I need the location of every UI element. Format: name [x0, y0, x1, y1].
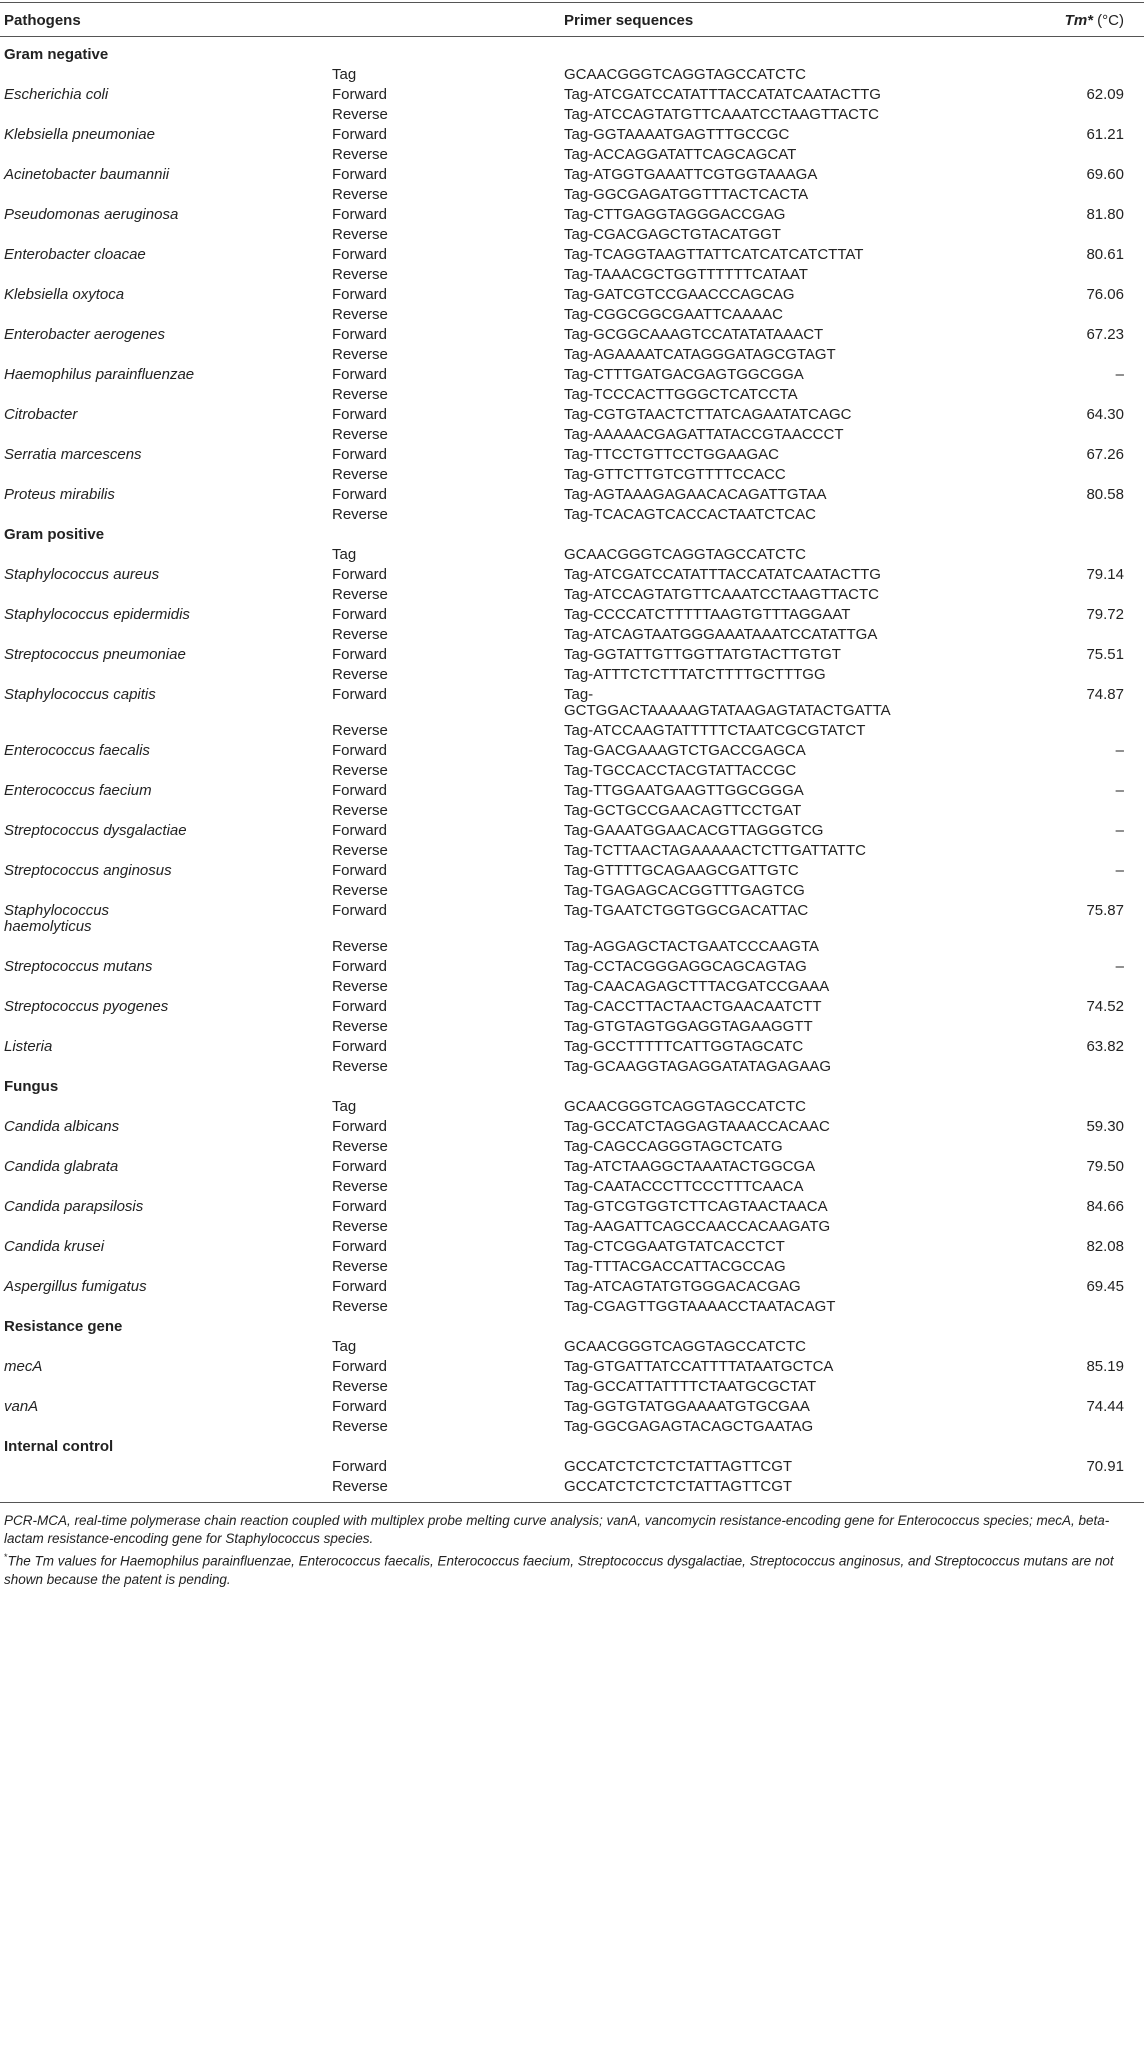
tm-value: 70.91	[1086, 1458, 1124, 1475]
primer-sequence: Tag-ATCGATCCATATTTACCATATCAATACTTG	[564, 86, 881, 103]
primer-sequence: Tag-GCCATTATTTTCTAATGCGCTAT	[564, 1378, 817, 1395]
bottom-rule	[0, 1502, 1144, 1503]
pathogen-name: Listeria	[4, 1038, 53, 1055]
primer-direction: Forward	[332, 1158, 388, 1175]
primer-direction: Reverse	[332, 938, 388, 955]
table-row	[0, 680, 1144, 719]
primer-sequence: Tag-GCGGCAAAGTCCATATATAAACT	[564, 326, 824, 343]
primer-sequence: GCCATCTCTCTCTATTAGTTCGT	[564, 1478, 793, 1495]
tm-value: 85.19	[1086, 1358, 1124, 1375]
primer-direction: Reverse	[332, 146, 388, 163]
primer-sequence: Tag-GTGTAGTGGAGGTAGAAGGTT	[564, 1018, 813, 1035]
primer-direction: Reverse	[332, 586, 388, 603]
primer-sequence: Tag-TGAGAGCACGGTTTGAGTCG	[564, 882, 805, 899]
primer-sequence: Tag-CGAGTTGGTAAAACCTAATACAGT	[564, 1298, 836, 1315]
primer-sequence: Tag-ATCAGTAATGGGAAATAAATCCATATTGA	[564, 626, 878, 643]
primer-direction: Reverse	[332, 1058, 388, 1075]
primer-direction: Reverse	[332, 1378, 388, 1395]
primer-sequence: Tag-TTCCTGTTCCTGGAAGAC	[564, 446, 780, 463]
primer-direction: Reverse	[332, 1298, 388, 1315]
primer-direction: Forward	[332, 406, 388, 423]
pathogen-name: Staphylococcus aureus	[4, 566, 160, 583]
primer-sequence: Tag-GCTGCCGAACAGTTCCTGAT	[564, 802, 802, 819]
tm-value: 59.30	[1086, 1118, 1124, 1135]
tm-value: 81.80	[1086, 206, 1124, 223]
primer-sequence: Tag-CCCCATCTTTTTAAGTGTTTAGGAAT	[564, 606, 851, 623]
primer-direction: Forward	[332, 286, 388, 303]
pathogen-name: Streptococcus dysgalactiae	[4, 822, 187, 839]
table-row	[0, 1472, 1144, 1498]
primer-sequence: GCAACGGGTCAGGTAGCCATCTC	[564, 1338, 806, 1355]
section-title: Resistance gene	[4, 1318, 123, 1335]
tm-value: 67.26	[1086, 446, 1124, 463]
primer-sequence: Tag-CGTGTAACTCTTATCAGAATATCAGC	[564, 406, 852, 423]
pathogen-name-cont: haemolyticus	[4, 918, 92, 935]
primer-sequence: Tag-GATCGTCCGAACCCAGCAG	[564, 286, 795, 303]
table-footnotes	[4, 1512, 1140, 1589]
primer-direction: Tag	[332, 546, 357, 563]
primer-direction: Forward	[332, 862, 388, 879]
pathogen-name: Candida glabrata	[4, 1158, 119, 1175]
header-tm: Tm* (°C)	[1064, 12, 1124, 29]
primer-direction: Forward	[332, 1458, 388, 1475]
primer-sequence: Tag-ATCCAGTATGTTCAAATCCTAAGTTACTC	[564, 586, 879, 603]
primer-direction: Forward	[332, 1278, 388, 1295]
pathogen-name: vanA	[4, 1398, 39, 1415]
tm-value: 63.82	[1086, 1038, 1124, 1055]
primer-sequence: Tag-GGTGTATGGAAAATGTGCGAA	[564, 1398, 810, 1415]
primer-sequence: Tag-ATGGTGAAATTCGTGGTAAAGA	[564, 166, 818, 183]
header-rule	[0, 36, 1144, 37]
primer-direction: Reverse	[332, 1018, 388, 1035]
pathogen-name: Enterobacter aerogenes	[4, 326, 165, 343]
primer-direction: Forward	[332, 606, 388, 623]
primer-direction: Tag	[332, 1098, 357, 1115]
primer-direction: Reverse	[332, 1218, 388, 1235]
primer-direction: Forward	[332, 366, 388, 383]
pathogen-name: Candida parapsilosis	[4, 1198, 144, 1215]
section-title: Gram positive	[4, 526, 105, 543]
primer-sequence: Tag-ACCAGGATATTCAGCAGCAT	[564, 146, 797, 163]
tm-value: 75.87	[1086, 902, 1124, 919]
pathogen-name: Staphylococcus	[4, 902, 110, 919]
footnote-star: *	[4, 1552, 8, 1562]
primer-direction: Reverse	[332, 506, 388, 523]
pathogen-name: Staphylococcus capitis	[4, 686, 156, 703]
tm-value: 75.51	[1086, 646, 1124, 663]
primer-sequence: Tag-TCACAGTCACCACTAATCTCAC	[564, 506, 816, 523]
primer-sequence: Tag-TCTTAACTAGAAAAACTCTTGATTATTC	[564, 842, 866, 859]
primer-sequence: Tag-ATCCAAGTATTTTTCTAATCGCGTATCT	[564, 722, 866, 739]
primer-direction: Reverse	[332, 842, 388, 859]
primer-direction: Forward	[332, 1238, 388, 1255]
tm-value: 69.60	[1086, 166, 1124, 183]
primer-direction: Reverse	[332, 1418, 388, 1435]
primer-direction: Forward	[332, 686, 388, 703]
tm-value: 84.66	[1086, 1198, 1124, 1215]
pathogen-name: Staphylococcus epidermidis	[4, 606, 190, 623]
primer-sequence: Tag-GAAATGGAACACGTTAGGGTCG	[564, 822, 824, 839]
primer-sequence: Tag-CAGCCAGGGTAGCTCATG	[564, 1138, 783, 1155]
primer-direction: Forward	[332, 1398, 388, 1415]
primer-direction: Forward	[332, 998, 388, 1015]
primer-direction: Forward	[332, 1358, 388, 1375]
primer-sequence: Tag-GGCGAGATGGTTTACTCACTA	[564, 186, 809, 203]
primer-sequence: Tag-AAGATTCAGCCAACCACAAGATG	[564, 1218, 831, 1235]
primer-sequence: Tag-TGCCACCTACGTATTACCGC	[564, 762, 797, 779]
primer-sequence: Tag-TTTACGACCATTACGCCAG	[564, 1258, 786, 1275]
pathogen-name: Klebsiella oxytoca	[4, 286, 125, 303]
table-header	[0, 6, 1144, 32]
primer-sequence: Tag-TGAATCTGGTGGCGACATTAC	[564, 902, 809, 919]
primer-sequence: GCCATCTCTCTCTATTAGTTCGT	[564, 1458, 793, 1475]
primer-sequence: Tag-CAATACCCTTCCCTTTCAACA	[564, 1178, 804, 1195]
pathogen-name: Proteus mirabilis	[4, 486, 115, 503]
header-primer-sequences: Primer sequences	[564, 12, 694, 29]
primer-direction: Reverse	[332, 722, 388, 739]
primer-direction: Forward	[332, 446, 388, 463]
pathogen-name: Candida krusei	[4, 1238, 105, 1255]
primer-sequence: Tag-AGGAGCTACTGAATCCCAAGTA	[564, 938, 820, 955]
primer-direction: Forward	[332, 646, 388, 663]
primer-direction: Reverse	[332, 466, 388, 483]
primer-direction: Reverse	[332, 1138, 388, 1155]
primer-direction: Reverse	[332, 386, 388, 403]
primer-direction: Reverse	[332, 226, 388, 243]
top-rule	[0, 2, 1144, 3]
primer-direction: Forward	[332, 1038, 388, 1055]
primer-direction: Reverse	[332, 626, 388, 643]
primer-sequence: Tag-	[564, 686, 594, 703]
primer-sequence: Tag-GACGAAAGTCTGACCGAGCA	[564, 742, 806, 759]
primer-sequence: Tag-CGGCGGCGAATTCAAAAC	[564, 306, 783, 323]
primer-sequence: Tag-GTTCTTGTCGTTTTCCACC	[564, 466, 786, 483]
primer-direction: Reverse	[332, 978, 388, 995]
primer-direction: Forward	[332, 958, 388, 975]
primer-sequence: Tag-CCTACGGGAGGCAGCAGTAG	[564, 958, 807, 975]
primer-sequence: Tag-GGCGAGAGTACAGCTGAATAG	[564, 1418, 814, 1435]
primer-direction: Forward	[332, 902, 388, 919]
primer-sequence: GCAACGGGTCAGGTAGCCATCTC	[564, 546, 806, 563]
primer-sequence: Tag-ATCGATCCATATTTACCATATCAATACTTG	[564, 566, 881, 583]
primer-direction: Reverse	[332, 186, 388, 203]
primer-direction: Forward	[332, 126, 388, 143]
primer-sequence: Tag-CGACGAGCTGTACATGGT	[564, 226, 781, 243]
primer-sequence: Tag-GCCATCTAGGAGTAAACCACAAC	[564, 1118, 830, 1135]
footnote-tm-text: The Tm values for Haemophilus parainfluenzae, Enterococcus faecalis, Enterococcus faecium, Streptococcus dysgalactiae, Streptococcus anginosus, and Streptococcus mutans are not shown because the patent is pending.	[4, 1553, 1114, 1587]
tm-value: 74.44	[1086, 1398, 1124, 1415]
primer-direction: Forward	[332, 1118, 388, 1135]
primer-sequence: GCAACGGGTCAGGTAGCCATCTC	[564, 66, 806, 83]
pathogen-name: Haemophilus parainfluenzae	[4, 366, 195, 383]
pathogen-name: mecA	[4, 1358, 43, 1375]
primer-sequence: Tag-CAACAGAGCTTTACGATCCGAAA	[564, 978, 830, 995]
tm-value: –	[1115, 822, 1124, 839]
pathogen-name: Pseudomonas aeruginosa	[4, 206, 179, 223]
primer-direction: Forward	[332, 326, 388, 343]
pathogen-name: Enterococcus faecium	[4, 782, 152, 799]
primer-sequence: Tag-GTGATTATCCATTTTATAATGCTCA	[564, 1358, 834, 1375]
primer-sequence: Tag-AAAAACGAGATTATACCGTAACCCT	[564, 426, 844, 443]
tm-value: 62.09	[1086, 86, 1124, 103]
tm-value: 61.21	[1086, 126, 1124, 143]
primer-sequence: GCAACGGGTCAGGTAGCCATCTC	[564, 1098, 806, 1115]
section-title: Fungus	[4, 1078, 59, 1095]
primer-direction: Forward	[332, 86, 388, 103]
primer-sequence-cont: GCTGGACTAAAAAGTATAAGAGTATACTGATTA	[564, 702, 891, 719]
pathogen-name: Streptococcus mutans	[4, 958, 153, 975]
section-title: Internal control	[4, 1438, 114, 1455]
pathogen-name: Streptococcus anginosus	[4, 862, 172, 879]
primer-direction: Reverse	[332, 1178, 388, 1195]
tm-value: 74.87	[1086, 686, 1124, 703]
primer-sequence: Tag-TAAACGCTGGTTTTTTCATAAT	[564, 266, 808, 283]
primer-sequence: Tag-GCAAGGTAGAGGATATAGAGAAG	[564, 1058, 831, 1075]
tm-value: 67.23	[1086, 326, 1124, 343]
primer-direction: Tag	[332, 66, 357, 83]
primer-direction: Reverse	[332, 802, 388, 819]
tm-value: –	[1115, 782, 1124, 799]
tm-value: 80.61	[1086, 246, 1124, 263]
tm-value: 76.06	[1086, 286, 1124, 303]
primer-direction: Reverse	[332, 1478, 388, 1495]
primer-direction: Forward	[332, 822, 388, 839]
primer-sequence: Tag-TCCCACTTGGGCTCATCCTA	[564, 386, 798, 403]
primer-sequence: Tag-ATTTCTCTTTATCTTTTGCTTTGG	[564, 666, 826, 683]
pathogen-name: Aspergillus fumigatus	[4, 1278, 147, 1295]
primer-sequence: Tag-AGAAAATCATAGGGATAGCGTAGT	[564, 346, 836, 363]
primer-direction: Forward	[332, 566, 388, 583]
pathogen-name: Enterobacter cloacae	[4, 246, 146, 263]
primer-sequence: Tag-CTCGGAATGTATCACCTCT	[564, 1238, 785, 1255]
primer-direction: Forward	[332, 246, 388, 263]
primer-direction: Reverse	[332, 106, 388, 123]
tm-value: 80.58	[1086, 486, 1124, 503]
pathogen-name: Escherichia coli	[4, 86, 109, 103]
footnote-tm	[4, 1548, 1140, 1589]
tm-value: –	[1115, 862, 1124, 879]
primer-direction: Forward	[332, 486, 388, 503]
primer-sequence: Tag-ATCAGTATGTGGGACACGAG	[564, 1278, 801, 1295]
pathogen-name: Citrobacter	[4, 406, 78, 423]
tm-value: 74.52	[1086, 998, 1124, 1015]
pathogen-name: Candida albicans	[4, 1118, 120, 1135]
primer-direction: Forward	[332, 782, 388, 799]
pathogen-name: Streptococcus pyogenes	[4, 998, 169, 1015]
primer-direction: Reverse	[332, 346, 388, 363]
primer-sequence: Tag-GGTAAAATGAGTTTGCCGC	[564, 126, 790, 143]
tm-value: 82.08	[1086, 1238, 1124, 1255]
primer-sequence: Tag-GGTATTGTTGGTTATGTACTTGTGT	[564, 646, 841, 663]
section-title: Gram negative	[4, 46, 109, 63]
primer-sequence: Tag-GTCGTGGTCTTCAGTAACTAACA	[564, 1198, 828, 1215]
primer-sequence: Tag-CTTGAGGTAGGGACCGAG	[564, 206, 786, 223]
pathogen-name: Acinetobacter baumannii	[4, 166, 170, 183]
primer-direction: Reverse	[332, 306, 388, 323]
primer-sequence: Tag-GCCTTTTTCATTGGTAGCATC	[564, 1038, 804, 1055]
primer-direction: Reverse	[332, 762, 388, 779]
primer-direction: Reverse	[332, 1258, 388, 1275]
primer-direction: Forward	[332, 742, 388, 759]
primer-sequence: Tag-TTGGAATGAAGTTGGCGGGA	[564, 782, 804, 799]
primer-sequence: Tag-CACCTTACTAACTGAACAATCTT	[564, 998, 822, 1015]
tm-value: 64.30	[1086, 406, 1124, 423]
pathogen-name: Serratia marcescens	[4, 446, 142, 463]
table-row	[0, 896, 1144, 935]
primer-direction: Forward	[332, 166, 388, 183]
primer-direction: Reverse	[332, 426, 388, 443]
header-pathogens: Pathogens	[4, 12, 81, 29]
primer-sequence: Tag-ATCTAAGGCTAAATACTGGCGA	[564, 1158, 816, 1175]
tm-value: 79.14	[1086, 566, 1124, 583]
tm-value: –	[1115, 366, 1124, 383]
primer-sequence: Tag-ATCCAGTATGTTCAAATCCTAAGTTACTC	[564, 106, 879, 123]
tm-value: 69.45	[1086, 1278, 1124, 1295]
footnote-abbreviations: PCR-MCA, real-time polymerase chain reaction coupled with multiplex probe melting curve analysis; vanA, vancomycin resistance-encoding gene for Enterococcus species; mecA, beta-lactam resistance-encoding gene for Staphylococcus species.	[4, 1513, 1110, 1546]
pathogen-name: Streptococcus pneumoniae	[4, 646, 186, 663]
tm-value: –	[1115, 742, 1124, 759]
primer-sequence: Tag-AGTAAAGAGAACACAGATTGTAA	[564, 486, 827, 503]
primer-direction: Reverse	[332, 666, 388, 683]
tm-value: 79.50	[1086, 1158, 1124, 1175]
primer-sequence: Tag-CTTTGATGACGAGTGGCGGA	[564, 366, 804, 383]
primer-direction: Reverse	[332, 266, 388, 283]
primer-direction: Forward	[332, 206, 388, 223]
primer-sequence: Tag-TCAGGTAAGTTATTCATCATCATCTTAT	[564, 246, 864, 263]
primer-direction: Forward	[332, 1198, 388, 1215]
tm-value: –	[1115, 958, 1124, 975]
primer-direction: Tag	[332, 1338, 357, 1355]
pathogen-name: Enterococcus faecalis	[4, 742, 150, 759]
primer-sequence: Tag-GTTTTGCAGAAGCGATTGTC	[564, 862, 799, 879]
tm-value: 79.72	[1086, 606, 1124, 623]
primer-direction: Reverse	[332, 882, 388, 899]
pathogen-name: Klebsiella pneumoniae	[4, 126, 155, 143]
